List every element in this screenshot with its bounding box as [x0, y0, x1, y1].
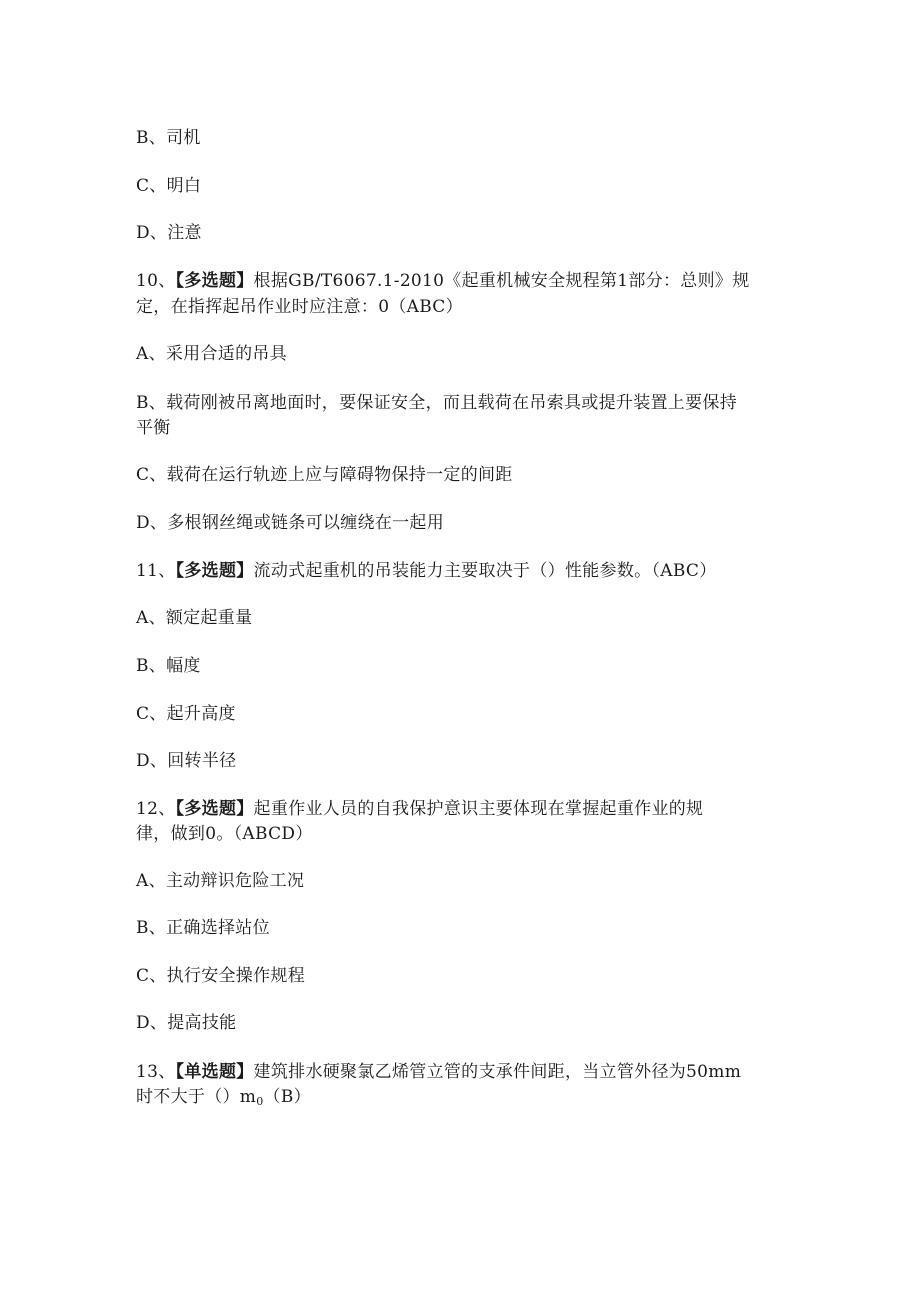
q12-option-d: D、提高技能 — [136, 1013, 237, 1033]
question-text: 根据GB/T6067.1-2010《起重机械安全规程第1部分：总则》规 — [253, 271, 750, 291]
question-number: 12、 — [136, 799, 176, 819]
q11-option-a: A、额定起重量 — [136, 608, 253, 628]
option-c: C、明白 — [136, 176, 202, 196]
question-type: 【多选题】 — [175, 799, 254, 819]
q10-option-c: C、载荷在运行轨迹上应与障碍物保持一定的间距 — [136, 465, 513, 485]
question-12-line-2: 律，做到0。（ABCD） — [136, 824, 313, 844]
q10-option-b-line-2: 平衡 — [136, 418, 171, 438]
question-number: 10、 — [136, 271, 176, 291]
q12-option-a: A、主动辩识危险工况 — [136, 871, 305, 891]
q10-option-a: A、采用合适的吊具 — [136, 344, 287, 364]
q11-option-b: B、幅度 — [136, 656, 201, 676]
question-13-line-2 — [136, 1085, 311, 1114]
q11-option-d: D、回转半径 — [136, 751, 237, 771]
option-b: B、司机 — [136, 128, 201, 148]
q10-option-b-line-1: B、载荷刚被吊离地面时，要保证安全，而且载荷在吊索具或提升装置上要保持 — [136, 393, 737, 413]
question-text: 建筑排水硬聚氯乙烯管立管的支承件间距，当立管外径为50mm — [253, 1062, 742, 1082]
question-12-line-1 — [136, 797, 703, 821]
question-11 — [136, 559, 717, 583]
question-number: 13、 — [136, 1062, 176, 1082]
question-number: 11、 — [136, 561, 176, 581]
question-10-line-1 — [136, 269, 750, 293]
question-13-line-1 — [136, 1060, 741, 1084]
answer: （B） — [263, 1087, 311, 1107]
question-type: 【多选题】 — [175, 271, 254, 291]
question-text: 流动式起重机的吊装能力主要取决于（）性能参数。（ABC） — [253, 561, 717, 581]
unit-subscript: 0 — [256, 1095, 264, 1108]
question-text: 时不大于（）m — [136, 1087, 257, 1107]
q12-option-c: C、执行安全操作规程 — [136, 966, 306, 986]
q10-option-d: D、多根钢丝绳或链条可以缠绕在一起用 — [136, 513, 445, 533]
option-d: D、注意 — [136, 223, 202, 243]
question-type: 【多选题】 — [175, 561, 254, 581]
q11-option-c: C、起升高度 — [136, 704, 236, 724]
question-10-line-2: 定，在指挥起吊作业时应注意：0（ABC） — [136, 297, 463, 317]
question-text: 起重作业人员的自我保护意识主要体现在掌握起重作业的规 — [253, 799, 704, 819]
question-type: 【单选题】 — [175, 1062, 254, 1082]
q12-option-b: B、正确选择站位 — [136, 918, 270, 938]
